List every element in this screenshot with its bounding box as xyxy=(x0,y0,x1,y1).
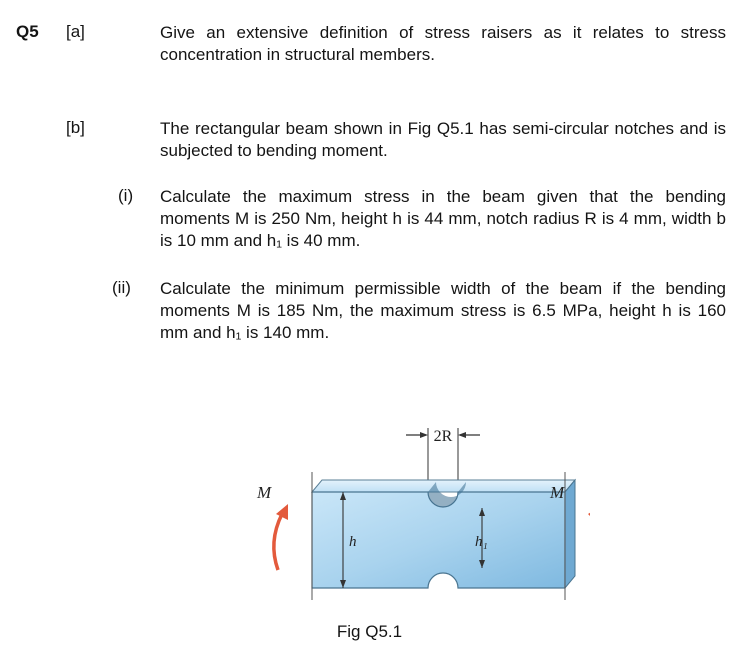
moment-left-label: M xyxy=(257,483,272,502)
sub-ii-label: (ii) xyxy=(112,278,131,297)
beam-figure xyxy=(230,410,590,610)
sub-ii-text: Calculate the minimum permissible width of the beam if the bending moments M is 185 Nm, the maximum stress is 6.5 MPa, height h is 160 mm and h₁ is 140 mm. xyxy=(160,279,726,342)
part-a-label: [a] xyxy=(66,22,85,41)
beam-diagram xyxy=(230,410,590,610)
figure-caption: Fig Q5.1 xyxy=(336,622,403,641)
moment-left-arrow xyxy=(256,483,288,570)
beam-top-face xyxy=(312,480,575,492)
height-label: h xyxy=(349,534,357,550)
question-number: Q5 xyxy=(16,22,39,41)
part-b-label: [b] xyxy=(66,118,85,137)
sub-i-label: (i) xyxy=(118,186,134,205)
part-b-text: The rectangular beam shown in Fig Q5.1 has semi-circular notches and is subjected to bending moment. xyxy=(160,119,726,160)
sub-i-text: Calculate the maximum stress in the beam given that the bending moments M is 250 Nm, height h is 44 mm, notch radius R is 4 mm, width b is 10 mm and h₁ is 40 mm. xyxy=(160,187,726,250)
part-a-text: Give an extensive definition of stress raisers as it relates to stress concentration in structural members. xyxy=(160,23,726,64)
moment-right-label: M xyxy=(550,483,565,502)
notch-width-label: 2R xyxy=(433,428,453,445)
reduced-height-label: h₁ xyxy=(475,534,488,550)
beam-side-face xyxy=(565,480,575,588)
